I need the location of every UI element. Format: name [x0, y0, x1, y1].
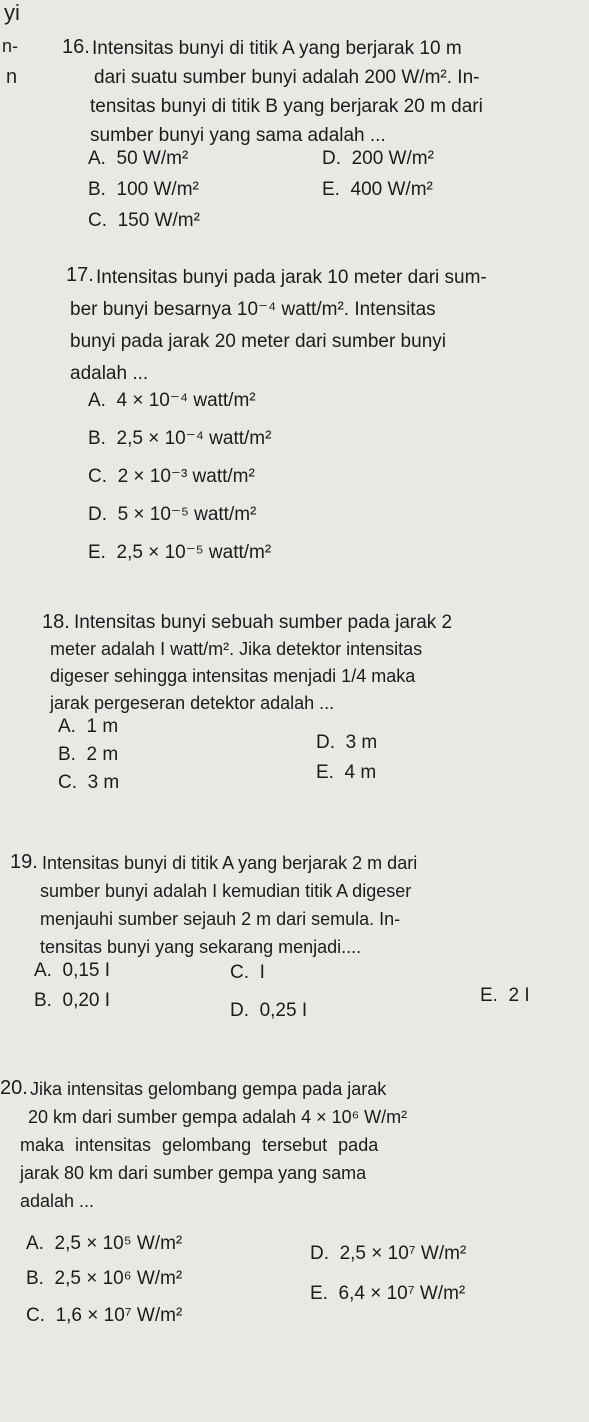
question-line: tensitas bunyi di titik B yang berjarak 20 m dari	[90, 96, 483, 117]
option-letter: B.	[88, 428, 106, 449]
option-text: 100 W/m²	[116, 179, 199, 200]
question-text	[50, 636, 422, 717]
option-letter: D.	[88, 504, 107, 525]
option-text: 6,4 × 10⁷ W/m²	[338, 1283, 466, 1304]
question-line: Intensitas bunyi pada jarak 10 meter dari sum-	[96, 267, 487, 288]
option-d	[310, 1243, 466, 1265]
option-letter: B.	[58, 744, 76, 765]
option-text: 5 × 10⁻⁵ watt/m²	[117, 504, 257, 525]
question-line: Intensitas bunyi sebuah sumber pada jarak 2	[74, 612, 453, 633]
question-text	[70, 294, 446, 390]
option-letter: C.	[230, 962, 249, 983]
option-text: 0,20 I	[62, 990, 111, 1011]
option-letter: E.	[316, 762, 334, 783]
option-a	[26, 1233, 182, 1255]
option-letter: C.	[88, 466, 107, 487]
question-line: jarak 80 km dari sumber gempa yang sama	[20, 1163, 367, 1183]
question-line: menjauhi sumber sejauh 2 m dari semula. In-	[40, 909, 401, 929]
option-a	[88, 148, 188, 170]
margin-mark: yi	[4, 0, 20, 25]
question-text	[30, 1075, 386, 1103]
option-text: 2,5 × 10⁵ W/m²	[54, 1233, 183, 1254]
option-text: 2,5 × 10⁷ W/m²	[339, 1243, 467, 1264]
option-c	[88, 210, 200, 232]
option-letter: B.	[26, 1268, 44, 1289]
question-line: Jika intensitas gelombang gempa pada jarak	[30, 1079, 387, 1099]
question-line: bunyi pada jarak 20 meter dari sumber bunyi	[70, 331, 446, 352]
option-text: I	[259, 962, 265, 983]
option-b	[88, 427, 271, 450]
option-a	[58, 716, 118, 738]
option-text: 2,5 × 10⁶ W/m²	[54, 1268, 183, 1289]
option-letter: D.	[230, 1000, 249, 1021]
option-c	[26, 1305, 182, 1327]
option-a	[88, 389, 256, 412]
option-letter: B.	[34, 990, 52, 1011]
question-line: Intensitas bunyi di titik A yang berjarak 2 m dari	[42, 853, 418, 873]
option-a	[34, 960, 110, 982]
question-number: 18.	[42, 611, 70, 633]
option-letter: E.	[480, 985, 498, 1006]
question-text	[40, 877, 411, 961]
option-text: 1,6 × 10⁷ W/m²	[55, 1305, 183, 1326]
question-line: Intensitas bunyi di titik A yang berjarak 10 m	[92, 38, 462, 59]
option-e	[322, 179, 433, 201]
option-d	[316, 732, 377, 754]
option-d	[88, 503, 256, 526]
option-text: 2,5 × 10⁻⁴ watt/m²	[116, 428, 272, 449]
question-text	[74, 609, 452, 636]
margin-mark: n	[6, 66, 18, 88]
option-letter: A.	[58, 716, 76, 737]
option-b	[34, 990, 110, 1012]
option-letter: E.	[310, 1283, 328, 1304]
option-letter: A.	[88, 390, 106, 411]
option-e	[310, 1283, 465, 1305]
question-text	[96, 262, 487, 294]
option-letter: A.	[88, 148, 106, 169]
question-line: jarak pergeseran detektor adalah ...	[50, 693, 335, 713]
option-letter: C.	[88, 210, 107, 231]
option-letter: C.	[26, 1305, 45, 1326]
question-line: adalah ...	[20, 1191, 95, 1211]
option-c	[58, 772, 119, 794]
option-text: 4 m	[344, 762, 377, 783]
question-text	[42, 849, 417, 877]
option-text: 2,5 × 10⁻⁵ watt/m²	[116, 542, 272, 563]
option-c	[88, 465, 255, 488]
option-letter: E.	[322, 179, 340, 200]
option-text: 400 W/m²	[350, 179, 433, 200]
question-line: maka intensitas gelombang tersebut pada	[20, 1135, 379, 1155]
option-letter: D.	[322, 148, 341, 169]
option-e	[88, 541, 271, 564]
option-letter: A.	[26, 1233, 44, 1254]
question-line: dari suatu sumber bunyi adalah 200 W/m². In-	[94, 67, 480, 88]
question-line: meter adalah I watt/m². Jika detektor intensitas	[50, 639, 423, 659]
question-number: 16.	[62, 36, 90, 58]
option-text: 50 W/m²	[116, 148, 189, 169]
question-text	[20, 1103, 407, 1215]
option-text: 0,15 I	[62, 960, 111, 981]
question-number: 17.	[66, 264, 94, 286]
option-b	[88, 179, 199, 201]
option-c	[230, 962, 265, 984]
question-text	[92, 34, 483, 150]
option-text: 3 m	[345, 732, 378, 753]
option-text: 2 I	[508, 985, 530, 1006]
question-number: 20.	[0, 1077, 28, 1099]
option-b	[58, 744, 118, 766]
option-letter: B.	[88, 179, 106, 200]
question-line: adalah ...	[70, 363, 149, 384]
option-letter: A.	[34, 960, 52, 981]
option-letter: C.	[58, 772, 77, 793]
question-line: digeser sehingga intensitas menjadi 1/4 maka	[50, 666, 416, 686]
option-text: 2 m	[86, 744, 119, 765]
option-text: 3 m	[87, 772, 120, 793]
question-line: tensitas bunyi yang sekarang menjadi....	[40, 937, 362, 957]
margin-mark: n-	[2, 36, 19, 56]
question-line: ber bunyi besarnya 10⁻⁴ watt/m². Intensitas	[70, 299, 436, 320]
option-d	[230, 1000, 307, 1022]
option-letter: E.	[88, 542, 106, 563]
option-letter: D.	[310, 1243, 329, 1264]
option-d	[322, 148, 434, 170]
option-letter: D.	[316, 732, 335, 753]
question-number: 19.	[10, 851, 38, 873]
option-text: 0,25 I	[259, 1000, 308, 1021]
question-line: 20 km dari sumber gempa adalah 4 × 10⁶ W/m²	[28, 1107, 408, 1127]
option-text: 200 W/m²	[351, 148, 434, 169]
question-line: sumber bunyi adalah I kemudian titik A digeser	[40, 881, 412, 901]
option-text: 150 W/m²	[117, 210, 200, 231]
option-b	[26, 1268, 182, 1290]
option-text: 2 × 10⁻³ watt/m²	[117, 466, 255, 487]
question-line: sumber bunyi yang sama adalah ...	[90, 125, 386, 146]
option-e	[480, 985, 530, 1007]
option-text: 1 m	[86, 716, 119, 737]
option-text: 4 × 10⁻⁴ watt/m²	[116, 390, 256, 411]
option-e	[316, 762, 376, 784]
